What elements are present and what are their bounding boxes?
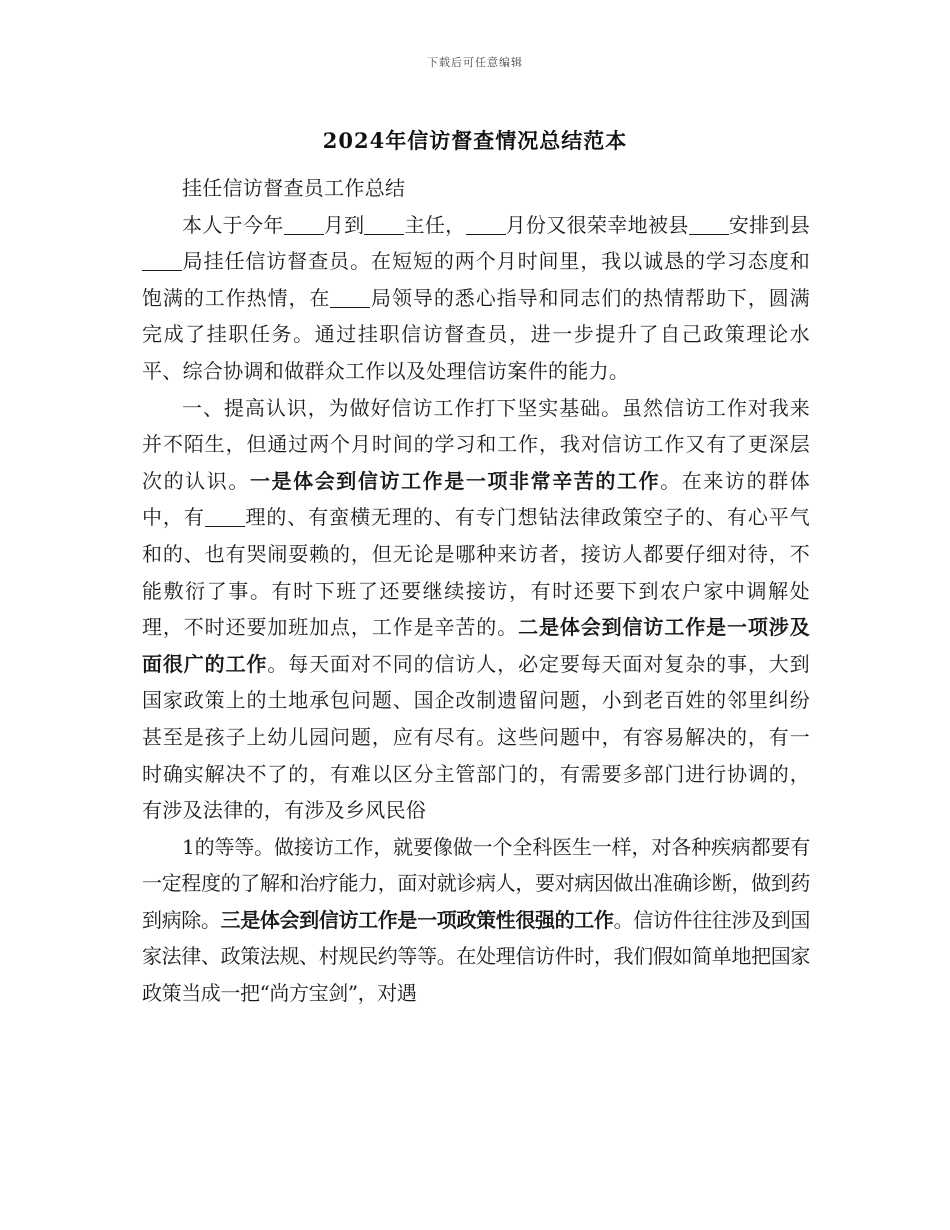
fill-blank bbox=[689, 214, 729, 235]
text-segment: 一、提高认识，为做好信访工作打下坚实基础。虽然信访工作对我来并不陌生，但通过两个月时间的学习和工作，我对信访工作又有了更深层次的认识。 bbox=[142, 395, 810, 493]
fill-blank bbox=[466, 214, 506, 235]
paragraph-intro bbox=[142, 207, 810, 390]
paragraph-section-one bbox=[142, 390, 810, 829]
fill-blank bbox=[364, 214, 404, 235]
text-segment: 。每天面对不同的信访人，必定要每天面对复杂的事，大到国家政策上的土地承包问题、国企改制遗留问题，小到老百姓的邻里纠纷甚至是孩子上幼儿园问题，应有尽有。这些问题中，有容易解决的，有一时确实解决不了的，有难以区分主管部门的，有需要多部门进行协调的，有涉及法律的，有涉及乡风民俗 bbox=[142, 651, 810, 823]
text-segment: 1的等等。做接访工作，就要像做一个全科医生一样，对各种疾病都要有一定程度的了解和治疗能力，面对就诊病人，要对病因做出准确诊断，做到药到病除。 bbox=[142, 834, 810, 932]
subtitle-paragraph bbox=[142, 170, 810, 207]
bold-point-two: 二是体会到信访工作是一项涉及面很广的工作 bbox=[142, 615, 810, 676]
page-header-note: 下载后可任意编辑 bbox=[427, 56, 523, 69]
text-segment: 。信访件往往涉及到国家法律、政策法规、村规民约等等。在处理信访件时，我们假如简单地把国家政策当成一把“尚方宝剑”，对遇 bbox=[142, 907, 810, 1006]
paragraph-continued bbox=[142, 829, 810, 1012]
subtitle: 挂任信访督查员工作总结 bbox=[182, 176, 406, 200]
text-segment: 主任， bbox=[404, 212, 466, 237]
text-segment: 局领导的悉心指导和同志们的热情帮助下，圆满完成了挂职任务。通过挂职信访督查员，进一步提升了自己政策理论水平、综合协调和做群众工作以及处理信访案件的能力。 bbox=[142, 285, 810, 383]
text-segment: 月份又很荣幸地被县 bbox=[505, 212, 689, 237]
text-segment: 局挂任信访督查员。在短短的两个月时间里，我以诚恳的学习态度和饱满的工作热情，在 bbox=[142, 249, 810, 310]
text-segment: 理的、有蛮横无理的、有专门想钻法律政策空子的、有心平气和的、也有哭闹耍赖的，但无论是哪种来访者，接访人都要仔细对待，不能敷衍了事。有时下班了还要继续接访，有时还要下到农户家中调解处理，不时还要加班加点，工作是辛苦的。 bbox=[142, 505, 810, 640]
fill-blank bbox=[205, 506, 245, 527]
fill-blank bbox=[330, 287, 370, 308]
document-title: 2024年信访督查情况总结范本 bbox=[322, 128, 628, 153]
text-segment: 安排到县 bbox=[728, 212, 811, 237]
text-segment: 。在来访的群体中，有 bbox=[142, 468, 810, 530]
text-segment: 本人于今年 bbox=[182, 212, 284, 237]
document-body bbox=[142, 170, 810, 1012]
fill-blank bbox=[142, 250, 182, 271]
bold-point-three: 三是体会到信访工作是一项政策性很强的工作 bbox=[220, 907, 614, 932]
fill-blank bbox=[284, 214, 324, 235]
text-segment: 月到 bbox=[323, 212, 365, 237]
bold-point-one: 一是体会到信访工作是一项非常辛苦的工作 bbox=[249, 468, 661, 493]
